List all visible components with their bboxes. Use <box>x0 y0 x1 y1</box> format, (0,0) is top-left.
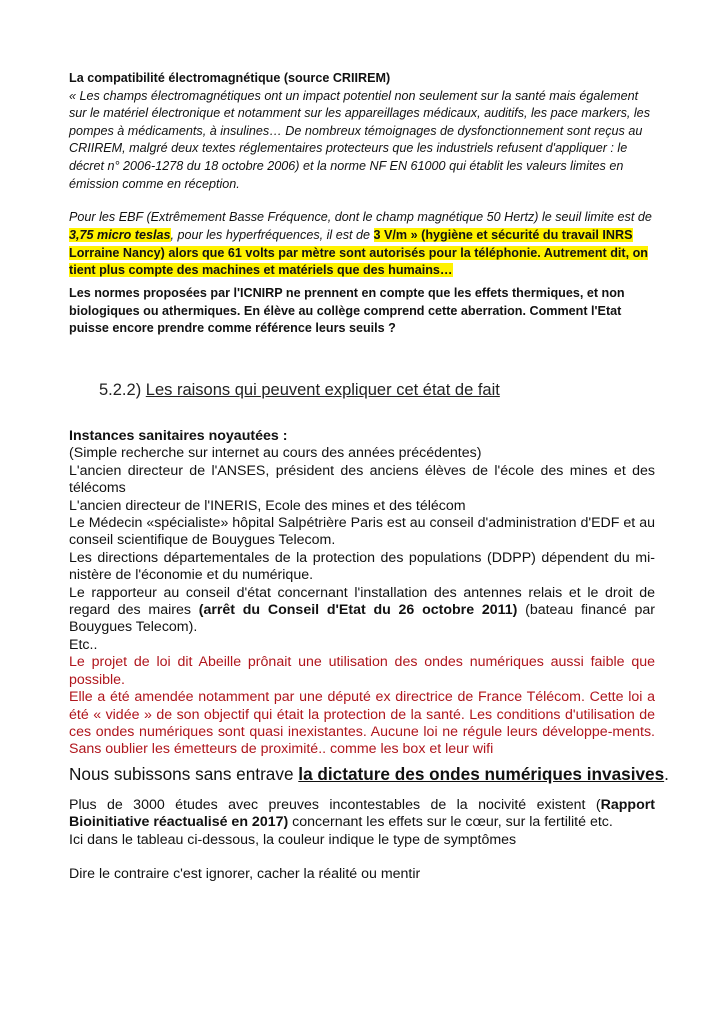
icnirp-paragraph: Les normes proposées par l'ICNIRP ne prennent en compte que les effets thermiques, et non biologiques ou athermiques. En élève au collège comprend cette aberration. Comment l'Etat puisse encore prendre comme référence leurs seuils ? <box>69 286 625 336</box>
criirem-quote: « Les champs électromagnétiques ont un impact potentiel non seulement sur la santé mais également sur le matériel électronique et notamment sur les appareillages médicaux, auditifs, les pace markers, les pompes à médicaments, à insulines… De nombreux témoignages de dysfonctionnement sont reçus au CRIIREM, malgré deux textes réglementaires protecteurs que les industriels refusent d'appliquer : le décret n° 2006-1278 du 18 octobre 2006) et la norme NF EN 61000 qui établit les valeurs limites en émission comme en réception. <box>69 88 650 191</box>
bioinitiative-ref: Rapport Bioinitiative réactualisé en 2017) <box>69 797 655 831</box>
instances-line: L'ancien directeur de l'ANSES, président des anciens élèves de l'école des mines et des télécoms <box>69 462 655 497</box>
studies-paragraph <box>69 797 655 849</box>
inrs-highlight: 3 V/m » (hygiène et sécurité du travail INRS Lorraine Nancy) alors que 61 volts par mètre sont autorisés pour la téléphonie. Autrement dit, on tient plus compte des machines et matériels que des humains… <box>69 227 648 278</box>
closing-line: Dire le contraire c'est ignorer, cacher la réalité ou mentir <box>69 866 421 882</box>
emc-section <box>69 70 655 193</box>
ebf-text: Pour les EBF (Extrêmement Basse Fréquence, dont le champ magnétique 50 Hertz) le seuil limite est de <box>69 210 652 224</box>
ebf-paragraph <box>69 209 655 280</box>
hyperfreq-text: , pour les hyperfréquences, il est de <box>170 227 374 242</box>
emc-title: La compatibilité électromagnétique (source CRIIREM) <box>69 71 391 85</box>
abeille-law-text: Le projet de loi dit Abeille prônait une utilisation des ondes numériques aussi faible que possible. <box>69 654 655 688</box>
rapporteur-text: Le rapporteur au conseil d'état concernant l'installation des antennes relais et le droit de regard des maires <box>69 584 655 619</box>
micro-teslas-highlight: 3,75 micro teslas <box>69 227 171 242</box>
dictature-plain: Nous subissons sans entrave <box>69 764 299 784</box>
studies-effects: concernant les effets sur le cœur, sur la fertilité etc. <box>288 814 613 831</box>
instances-subtitle: Instances sanitaires noyautées : <box>69 428 288 444</box>
heading-title: Les raisons qui peuvent expliquer cet état de fait <box>145 381 500 399</box>
instances-line: L'ancien directeur de l'INERIS, Ecole des mines et des télécom <box>69 497 466 514</box>
rapporteur-line <box>69 585 655 637</box>
dictature-statement <box>69 764 669 785</box>
table-note: Ici dans le tableau ci-dessous, la couleur indique le type de symptômes <box>69 831 517 848</box>
rapporteur-end: (bateau financé par Bouygues Telecom). <box>69 602 655 636</box>
conseil-etat-ref: (arrêt du Conseil d'Etat du 26 octobre 2011) <box>198 602 518 619</box>
heading-number: 5.2.2) <box>99 381 146 399</box>
instances-section <box>69 428 655 759</box>
dictature-end: . <box>664 764 669 784</box>
studies-line <box>69 797 655 832</box>
dictature-emphasis: la dictature des ondes numériques invasives <box>298 764 665 784</box>
section-heading <box>99 381 500 400</box>
studies-text: Plus de 3000 études avec preuves incontestables de la nocivité existent ( <box>69 797 601 813</box>
amendment-text: Elle a été amendée notamment par une député ex directrice de France Télécom. Cette loi a été « vidée » de son objectif qui était la protection de la santé. Les conditions d'utilisation de ces ondes numériques sont quasi inexistantes. Aucune loi ne régule leurs développe-ments. Sans oublier les émetteurs de proximité.. comme les box et leur wifi <box>69 689 655 758</box>
instances-line: Les directions départementales de la protection des populations (DDPP) dépendent du mi-nistère de l'économie et du numérique. <box>69 549 655 584</box>
instances-line: Le Médecin «spécialiste» hôpital Salpétrière Paris est au conseil d'administration d'EDF et au conseil scientifique de Bouygues Telecom. <box>69 515 655 549</box>
etc-line: Etc.. <box>69 636 98 653</box>
instances-line: (Simple recherche sur internet au cours des années précédentes) <box>69 445 482 462</box>
